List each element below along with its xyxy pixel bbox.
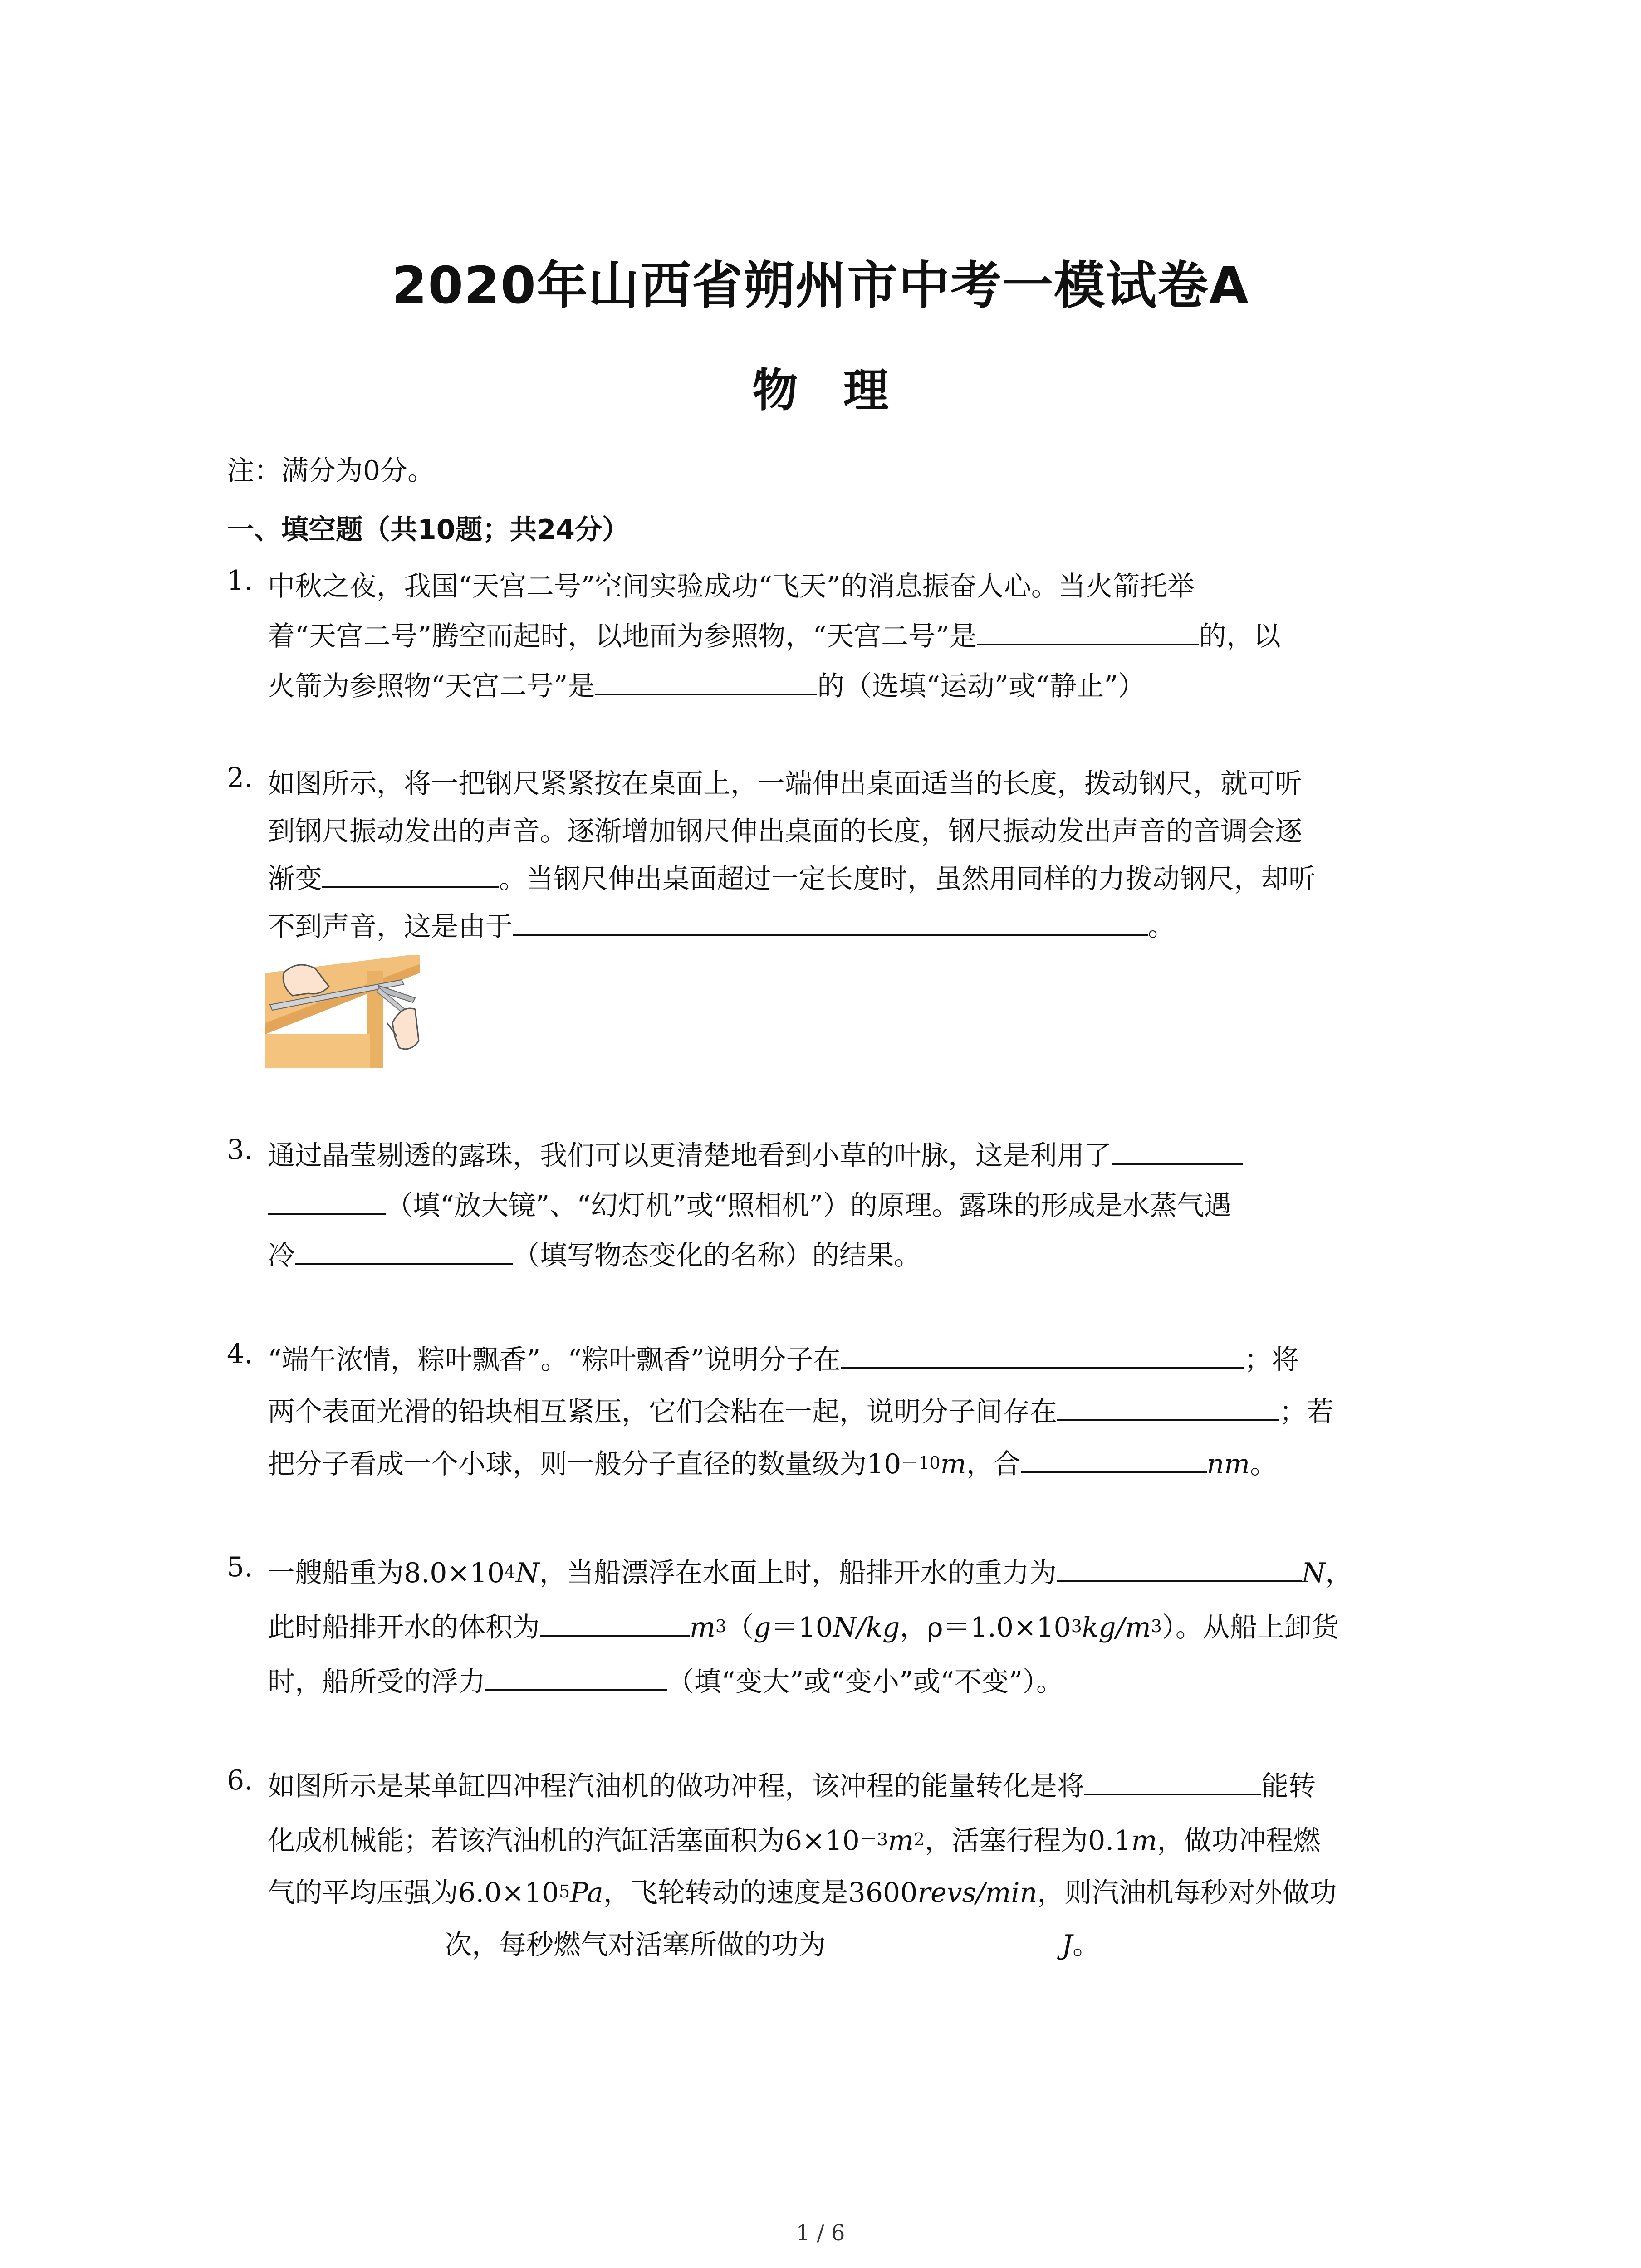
q4-line-2 [268,1390,1334,1429]
question-number: 6. [227,1765,253,1796]
answer-blank[interactable] [322,859,499,888]
q6-line-1 [268,1765,1316,1804]
q6-line-2 [268,1819,1320,1858]
answer-blank[interactable] [977,616,1199,645]
unit: m [690,1612,715,1643]
q5-text: 一艘船重为8.0×10 [268,1557,505,1589]
question-number: 3. [227,1134,253,1166]
unit: N [515,1557,539,1589]
q6-text: 次，每秒燃气对活塞所做的功为 [445,1929,826,1961]
question-number: 4. [227,1338,253,1370]
answer-blank[interactable] [1021,1444,1207,1473]
q6-text: 。 [1073,1929,1100,1961]
page-number: 1 / 6 [796,2220,845,2246]
subject-title: 物理 [752,364,934,417]
q2-text: 如图所示，将一把钢尺紧紧按在桌面上，一端伸出桌面适当的长度，拨动钢尺，就可听 [268,768,1302,800]
q2-text: 。当钢尺伸出桌面超过一定长度时，虽然用同样的力拨动钢尺，却听 [499,863,1316,895]
q4-text: “端午浓情，粽叶飘香”。“粽叶飘香”说明分子在 [268,1344,841,1376]
q4-line-3 [268,1442,1277,1481]
q1-text: 着“天宫二号”腾空而起时，以地面为参照物，“天宫二号”是 [268,621,977,652]
question-number: 5. [227,1551,253,1583]
unit: revs/min [917,1877,1038,1909]
q6-line-3 [268,1871,1337,1910]
q1-text: 火箭为参照物“天宫二号”是 [268,670,595,702]
answer-blank[interactable] [1057,1553,1302,1582]
q6-text: 气的平均压强为6.0×10 [268,1877,559,1909]
q2-text: 到钢尺振动发出的声音。逐渐增加钢尺伸出桌面的长度，钢尺振动发出声音的音调会逐 [268,816,1302,847]
q6-line-4 [445,1923,1100,1962]
q1-line-1 [268,565,1195,604]
unit: N [1301,1557,1326,1589]
ruler-on-table-figure [265,955,420,1068]
q4-line-1 [268,1338,1299,1377]
q6-text: ，则汽油机每秒对外做功 [1037,1877,1337,1909]
q1-text: 中秋之夜，我国“天宫二号”空间实验成功“飞天”的消息振奋人心。当火箭托举 [268,571,1195,602]
q6-text: 化成机械能；若该汽油机的汽缸活塞面积为6×10 [268,1825,860,1857]
exponent: 3 [1151,1616,1162,1636]
unit: Pa [570,1877,603,1909]
q5-line-1 [268,1551,1352,1590]
score-note: 注：满分为0分。 [227,455,435,487]
unit: m [1131,1825,1157,1857]
q3-text: （填写物态变化的名称）的结果。 [513,1240,921,1271]
section-heading: 一、填空题（共10题；共24分） [227,514,629,546]
q3-line-3 [268,1234,921,1273]
q1-text: 的（选填“运动”或“静止”） [817,670,1146,702]
q5-text: ，ρ＝1.0×10 [900,1612,1071,1643]
question-number: 1. [227,565,253,596]
q5-text: ，当船漂浮在水面上时，船排开水的重力为 [539,1557,1057,1589]
q5-text: ， [1325,1557,1353,1589]
q6-text: ，做功冲程燃 [1157,1825,1321,1857]
q2-text: 渐变 [268,863,322,895]
q4-text: 两个表面光滑的铅块相互紧压，它们会粘在一起，说明分子间存在 [268,1396,1057,1428]
exponent: 3 [1071,1616,1082,1636]
q2-text: 不到声音，这是由于 [268,911,513,943]
q5-text: ＝10 [771,1612,833,1643]
q3-text: 通过晶莹剔透的露珠，我们可以更清楚地看到小草的叶脉，这是利用了 [268,1140,1112,1172]
q3-text: 冷 [268,1240,295,1271]
q2-line-1 [268,762,1302,801]
q3-line-2 [268,1184,1231,1223]
q6-text: 如图所示是某单缸四冲程汽油机的做功冲程，该冲程的能量转化是将 [268,1770,1084,1802]
unit: N/kg [833,1612,900,1643]
q6-text: ，飞轮转动的速度是3600 [603,1877,918,1909]
q6-text: 能转 [1261,1770,1316,1802]
symbol: g [754,1612,771,1643]
q5-text: ）。从船上卸货 [1161,1612,1339,1643]
answer-blank[interactable] [295,1236,513,1265]
exponent: 2 [913,1829,925,1849]
q5-text: 此时船排开水的体积为 [268,1612,540,1643]
q5-text: （填“变大”或“变小”或“不变”）。 [667,1666,1064,1698]
q4-text: 。 [1250,1448,1278,1480]
answer-blank[interactable] [1112,1136,1243,1165]
table-front [265,1034,370,1068]
q2-text: 。 [1148,911,1175,943]
q4-text: ；将 [1244,1344,1299,1376]
q2-line-2 [268,810,1302,849]
answer-blank[interactable] [513,907,1148,936]
answer-blank[interactable] [485,1662,667,1691]
exponent: 3 [715,1616,727,1636]
q1-line-2 [268,615,1281,654]
exponent: －3 [859,1829,888,1849]
q5-line-3 [268,1660,1063,1699]
answer-blank[interactable] [1084,1766,1261,1795]
answer-blank[interactable] [841,1340,1244,1369]
exam-title: 2020年山西省朔州市中考一模试卷A [392,256,1249,315]
q3-text: （填“放大镜”、“幻灯机”或“照相机”）的原理。露珠的形成是水蒸气遇 [386,1190,1232,1222]
unit: nm [1206,1448,1250,1480]
q5-line-2 [268,1606,1339,1645]
exponent: 5 [559,1882,570,1901]
q4-text: ；若 [1279,1396,1334,1428]
answer-blank[interactable] [595,666,817,695]
exponent: －10 [901,1453,941,1473]
answer-blank[interactable] [268,1186,386,1215]
unit: J [1062,1929,1073,1961]
q5-text: （ [726,1612,754,1643]
q2-line-4 [268,905,1175,944]
answer-blank[interactable] [540,1608,690,1637]
q4-text: ，合 [966,1448,1021,1480]
unit: m [940,1448,966,1480]
unit: kg/m [1082,1612,1151,1643]
q1-text: 的，以 [1199,621,1281,652]
q5-text: 时，船所受的浮力 [268,1666,485,1698]
q3-line-1 [268,1134,1243,1173]
q6-text: ，活塞行程为0.1 [925,1825,1132,1857]
q1-line-3 [268,665,1145,704]
q2-line-3 [268,857,1316,896]
answer-blank[interactable] [1057,1392,1279,1421]
unit: m [887,1825,914,1857]
question-number: 2. [227,762,253,794]
exponent: 4 [505,1562,516,1582]
q4-text: 把分子看成一个小球，则一般分子直径的数量级为10 [268,1448,901,1480]
